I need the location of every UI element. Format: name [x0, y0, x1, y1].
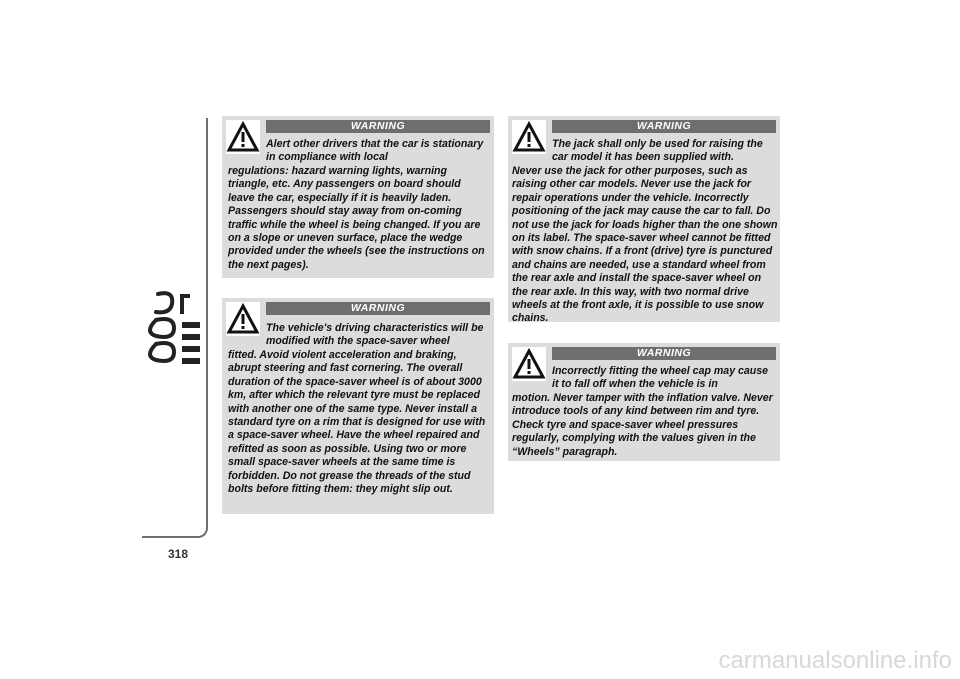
warning-triangle-icon [512, 120, 546, 154]
warning-header: WARNING [552, 120, 776, 133]
warning-lead: The vehicle's driving characteristics will be modified with the space-saver wheel [266, 322, 484, 348]
warning-box-hazard [222, 116, 494, 278]
warning-triangle-icon [226, 120, 260, 154]
warning-body: motion. Never tamper with the inflation valve. Never introduce tools of any kind between rim and tyre. Check tyre and space-saver wheel pressures regularly, complying with the values given in the “Wheels” paragraph. [512, 392, 773, 458]
warning-header: WARNING [266, 302, 490, 315]
warning-box-jack [508, 116, 780, 325]
warning-triangle-icon [226, 302, 260, 336]
warning-body: fitted. Avoid violent acceleration and braking, abrupt steering and fast cornering. The overall duration of the space-saver wheel is of about 3000 km, after which the relevant tyre must be replaced with another one of the same type. Never install a standard tyre on a rim that is designed for use with a space-saver wheel. Have the wheel repaired and refitted as soon as possible. Using two or more small space-saver wheels at the same time is forbidden. Do not grease the threads of the stud bolts before fitting them: they might slip out. [228, 349, 486, 496]
warning-header: WARNING [552, 347, 776, 360]
warning-lead: The jack shall only be used for raising the car model it has been supplied with. [552, 138, 763, 164]
warning-body: Never use the jack for other purposes, such as raising other car models. Never use the jack for repair operations under the vehicle. Incorrectly positioning of the jack may cause the car to fall. Do not use the jack for loads higher than the one shown on its label. The space-saver wheel cannot be fitted with snow chains. If a front (drive) tyre is punctured and chains are needed, use a standard wheel from the rear axle and install the space-saver wheel on the rear axle. In this way, with two normal drive wheels at the front axle, it is possible to use snow chains. [512, 165, 778, 325]
warning-lead: Incorrectly fitting the wheel cap may cause it to fall off when the vehicle is in [552, 365, 769, 391]
watermark: carmanualsonline.info [718, 647, 952, 674]
warning-box-space-saver [222, 298, 494, 514]
warning-box-wheel-cap [508, 343, 780, 461]
warning-header: WARNING [266, 120, 490, 133]
page-number: 318 [168, 547, 189, 561]
warning-triangle-icon [512, 347, 546, 381]
fiat-500l-mpw-logo [146, 286, 206, 376]
warning-lead: Alert other drivers that the car is stationary in compliance with local [266, 138, 484, 164]
brand-logo [146, 286, 206, 376]
warning-body: regulations: hazard warning lights, warning triangle, etc. Any passengers on board should leave the car, especially if it is heavily laden. Passengers should stay away from on-coming traffic while the wheel is being changed. If you are on a slope or uneven surface, place the wedge provided under the wheels (see the instructions on the next pages). [228, 165, 485, 271]
